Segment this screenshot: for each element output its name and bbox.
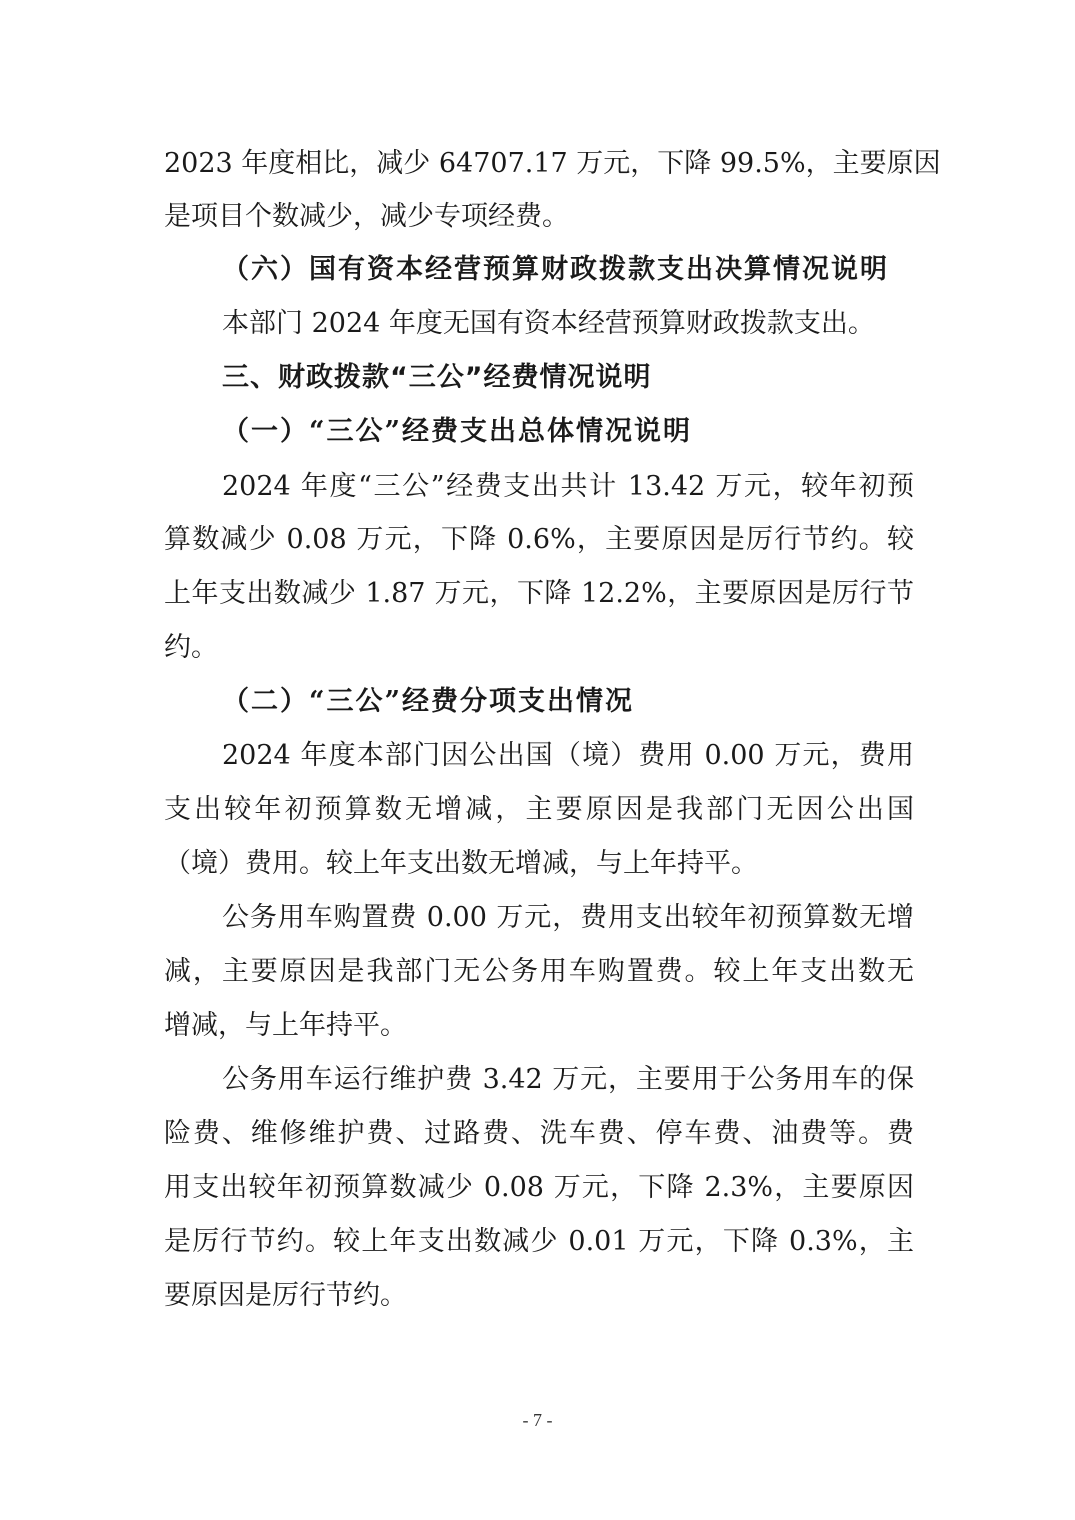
body-text-line: 减，主要原因是我部门无公务用车购置费。较上年支出数无 bbox=[164, 956, 914, 987]
body-text-line: 本部门 2024 年度无国有资本经营预算财政拨款支出。 bbox=[222, 308, 875, 339]
section-heading-2: （二）“三公”经费分项支出情况 bbox=[222, 686, 635, 717]
chapter-heading-3: 三、财政拨款“三公”经费情况说明 bbox=[222, 362, 652, 393]
body-text-line: 公务用车运行维护费 3.42 万元，主要用于公务用车的保 bbox=[222, 1064, 914, 1095]
body-text-line: （境）费用。较上年支出数无增减，与上年持平。 bbox=[164, 848, 758, 879]
body-text-line: 2024 年度“三公”经费支出共计 13.42 万元，较年初预 bbox=[222, 471, 914, 502]
body-text-line: 险费、维修维护费、过路费、洗车费、停车费、油费等。费 bbox=[164, 1118, 914, 1149]
body-text-line: 要原因是厉行节约。 bbox=[164, 1280, 407, 1311]
body-text-line: 是厉行节约。较上年支出数减少 0.01 万元，下降 0.3%，主 bbox=[164, 1226, 914, 1257]
body-text-line: 是项目个数减少，减少专项经费。 bbox=[164, 201, 569, 232]
body-text-line: 增减，与上年持平。 bbox=[164, 1010, 407, 1041]
body-text-line: 上年支出数减少 1.87 万元，下降 12.2%，主要原因是厉行节 bbox=[164, 578, 914, 609]
body-text-line: 用支出较年初预算数减少 0.08 万元，下降 2.3%，主要原因 bbox=[164, 1172, 914, 1203]
section-heading-1: （一）“三公”经费支出总体情况说明 bbox=[222, 416, 693, 447]
body-text-line: 约。 bbox=[164, 632, 218, 663]
body-text-line: 公务用车购置费 0.00 万元，费用支出较年初预算数无增 bbox=[222, 902, 914, 933]
body-text-line: 算数减少 0.08 万元，下降 0.6%，主要原因是厉行节约。较 bbox=[164, 524, 914, 555]
body-text-line: 2024 年度本部门因公出国（境）费用 0.00 万元，费用 bbox=[222, 740, 914, 771]
body-text-line: 2023 年度相比，减少 64707.17 万元，下降 99.5%，主要原因 bbox=[164, 148, 941, 179]
body-text-line: 支出较年初预算数无增减，主要原因是我部门无因公出国 bbox=[164, 794, 914, 825]
section-heading-6: （六）国有资本经营预算财政拨款支出决算情况说明 bbox=[222, 254, 889, 285]
page-number: - 7 - bbox=[522, 1410, 553, 1430]
